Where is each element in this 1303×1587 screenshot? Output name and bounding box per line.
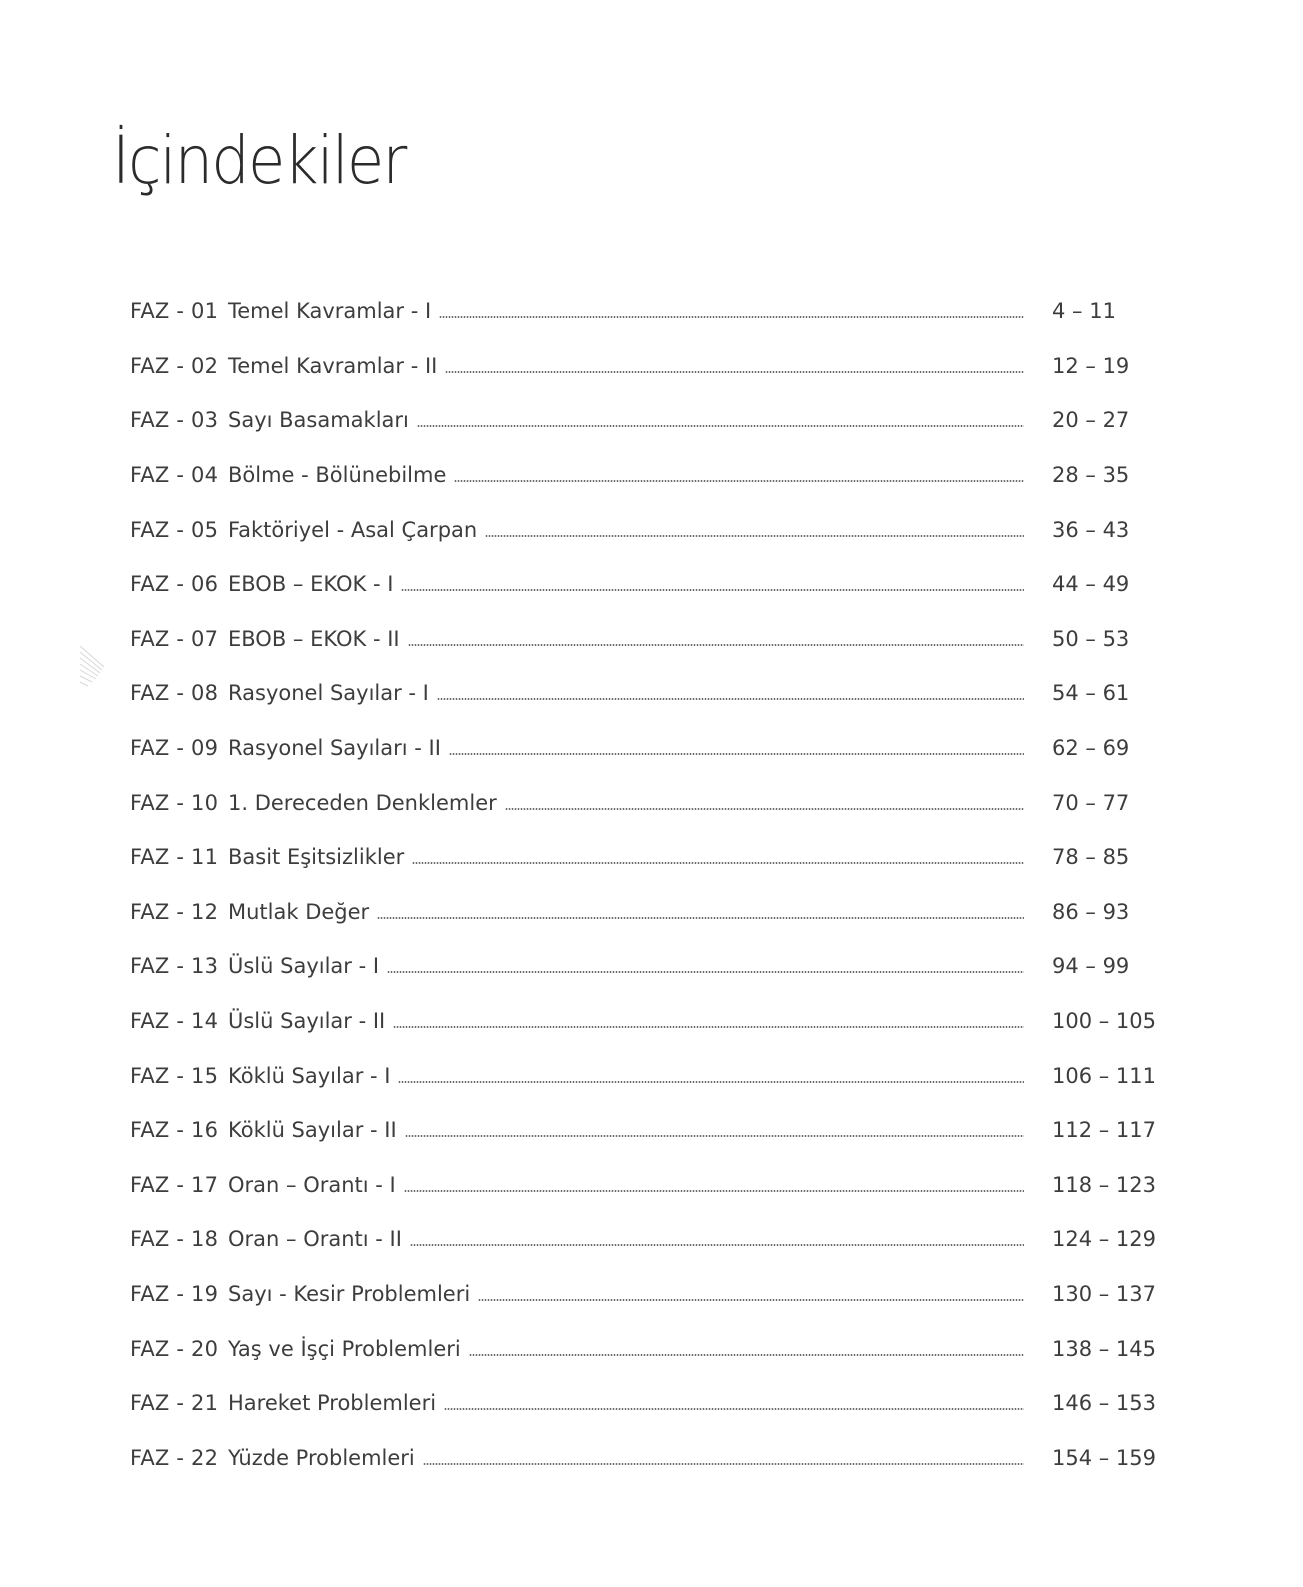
toc-entry-pages: 146 – 153 xyxy=(1052,1391,1157,1416)
toc-entry-title: Köklü Sayılar - II xyxy=(228,1118,397,1143)
dot-leader xyxy=(469,1354,1024,1356)
toc-entry-code: FAZ - 11 xyxy=(130,845,219,870)
toc-entry xyxy=(130,994,1180,1049)
toc-entry xyxy=(130,612,1180,667)
toc-entry xyxy=(130,1321,1180,1376)
toc-entry xyxy=(130,1048,1180,1103)
toc-entry-pages: 36 – 43 xyxy=(1052,517,1130,542)
dot-leader xyxy=(478,1299,1024,1301)
decorative-mark-icon xyxy=(78,644,106,690)
toc-entry-code: FAZ - 08 xyxy=(130,681,219,706)
toc-entry-pages: 154 – 159 xyxy=(1052,1445,1157,1470)
dot-leader xyxy=(398,1081,1024,1083)
dot-leader xyxy=(439,316,1024,318)
toc-entry xyxy=(130,775,1180,830)
toc-entry-title: Sayı - Kesir Problemleri xyxy=(228,1281,471,1306)
dot-leader xyxy=(445,371,1024,373)
dot-leader xyxy=(449,753,1024,755)
toc-entry-pages: 130 – 137 xyxy=(1052,1281,1157,1306)
toc-entry xyxy=(130,830,1180,885)
dot-leader xyxy=(408,644,1024,646)
toc-entry xyxy=(130,1103,1180,1158)
toc-entry-title: Sayı Basamakları xyxy=(228,408,409,433)
page-title: İçindekiler xyxy=(112,122,406,199)
toc-entry xyxy=(130,721,1180,776)
toc-entry-code: FAZ - 06 xyxy=(130,572,219,597)
toc-entry-title: Rasyonel Sayıları - II xyxy=(228,736,441,761)
toc-entry-title: Yüzde Problemleri xyxy=(228,1445,415,1470)
dot-leader xyxy=(485,535,1024,537)
toc-entry-code: FAZ - 02 xyxy=(130,353,219,378)
toc-entry-title: Basit Eşitsizlikler xyxy=(228,845,405,870)
toc-entry-title: Mutlak Değer xyxy=(228,899,370,924)
toc-entry-pages: 86 – 93 xyxy=(1052,899,1130,924)
toc-entry-pages: 124 – 129 xyxy=(1052,1227,1157,1252)
table-of-contents xyxy=(130,284,1180,1485)
toc-entry xyxy=(130,939,1180,994)
dot-leader xyxy=(377,917,1024,919)
toc-entry-code: FAZ - 03 xyxy=(130,408,219,433)
toc-entry-code: FAZ - 09 xyxy=(130,736,219,761)
toc-entry-pages: 112 – 117 xyxy=(1052,1118,1157,1143)
toc-entry-pages: 118 – 123 xyxy=(1052,1172,1157,1197)
toc-entry xyxy=(130,448,1180,503)
toc-entry-title: Temel Kavramlar - I xyxy=(228,299,432,324)
toc-entry-pages: 94 – 99 xyxy=(1052,954,1130,979)
toc-entry-pages: 44 – 49 xyxy=(1052,572,1130,597)
toc-entry-code: FAZ - 12 xyxy=(130,899,219,924)
toc-entry-pages: 4 – 11 xyxy=(1052,299,1116,324)
dot-leader xyxy=(417,425,1024,427)
dot-leader xyxy=(444,1408,1024,1410)
toc-entry-title: Üslü Sayılar - I xyxy=(228,954,380,979)
toc-entry-pages: 70 – 77 xyxy=(1052,790,1130,815)
toc-entry-pages: 78 – 85 xyxy=(1052,845,1130,870)
toc-entry-pages: 138 – 145 xyxy=(1052,1336,1157,1361)
toc-entry-title: Oran – Orantı - I xyxy=(228,1172,396,1197)
toc-entry xyxy=(130,1212,1180,1267)
toc-entry-title: Temel Kavramlar - II xyxy=(228,353,438,378)
toc-entry xyxy=(130,1158,1180,1213)
toc-entry-pages: 54 – 61 xyxy=(1052,681,1130,706)
toc-entry-code: FAZ - 16 xyxy=(130,1118,219,1143)
toc-entry-code: FAZ - 10 xyxy=(130,790,219,815)
toc-entry-code: FAZ - 20 xyxy=(130,1336,219,1361)
toc-entry xyxy=(130,1267,1180,1322)
toc-entry-title: Bölme - Bölünebilme xyxy=(228,463,447,488)
toc-entry xyxy=(130,885,1180,940)
dot-leader xyxy=(404,1190,1024,1192)
toc-entry-title: Üslü Sayılar - II xyxy=(228,1009,386,1034)
toc-entry-pages: 28 – 35 xyxy=(1052,463,1130,488)
toc-entry-code: FAZ - 22 xyxy=(130,1445,219,1470)
toc-entry xyxy=(130,1430,1180,1485)
toc-entry xyxy=(130,284,1180,339)
toc-entry-title: 1. Dereceden Denklemler xyxy=(228,790,497,815)
dot-leader xyxy=(410,1244,1024,1246)
toc-entry-code: FAZ - 05 xyxy=(130,517,219,542)
toc-entry-code: FAZ - 13 xyxy=(130,954,219,979)
dot-leader xyxy=(505,808,1024,810)
toc-entry-pages: 20 – 27 xyxy=(1052,408,1130,433)
toc-entry-pages: 12 – 19 xyxy=(1052,353,1130,378)
dot-leader xyxy=(437,698,1024,700)
toc-entry-pages: 106 – 111 xyxy=(1052,1063,1157,1088)
toc-entry-title: EBOB – EKOK - I xyxy=(228,572,394,597)
toc-entry-pages: 50 – 53 xyxy=(1052,626,1130,651)
toc-entry-code: FAZ - 19 xyxy=(130,1281,219,1306)
dot-leader xyxy=(454,480,1024,482)
toc-entry xyxy=(130,339,1180,394)
toc-entry-title: Yaş ve İşçi Problemleri xyxy=(228,1336,461,1361)
toc-entry-code: FAZ - 01 xyxy=(130,299,219,324)
toc-entry-title: EBOB – EKOK - II xyxy=(228,626,400,651)
toc-entry-code: FAZ - 17 xyxy=(130,1172,219,1197)
toc-entry-code: FAZ - 21 xyxy=(130,1391,219,1416)
dot-leader xyxy=(423,1463,1024,1465)
toc-entry-pages: 100 – 105 xyxy=(1052,1009,1157,1034)
toc-entry xyxy=(130,393,1180,448)
toc-entry-title: Hareket Problemleri xyxy=(228,1391,437,1416)
toc-entry-code: FAZ - 15 xyxy=(130,1063,219,1088)
toc-entry xyxy=(130,666,1180,721)
toc-entry xyxy=(130,557,1180,612)
toc-entry-title: Köklü Sayılar - I xyxy=(228,1063,391,1088)
toc-entry-code: FAZ - 07 xyxy=(130,626,219,651)
toc-entry-code: FAZ - 14 xyxy=(130,1009,219,1034)
dot-leader xyxy=(412,862,1024,864)
dot-leader xyxy=(401,589,1024,591)
toc-entry-title: Oran – Orantı - II xyxy=(228,1227,402,1252)
toc-entry xyxy=(130,502,1180,557)
toc-entry-title: Faktöriyel - Asal Çarpan xyxy=(228,517,478,542)
dot-leader xyxy=(393,1026,1024,1028)
toc-entry-title: Rasyonel Sayılar - I xyxy=(228,681,429,706)
dot-leader xyxy=(405,1135,1024,1137)
toc-entry xyxy=(130,1376,1180,1431)
toc-entry-code: FAZ - 04 xyxy=(130,463,219,488)
toc-entry-pages: 62 – 69 xyxy=(1052,736,1130,761)
toc-entry-code: FAZ - 18 xyxy=(130,1227,219,1252)
dot-leader xyxy=(387,971,1024,973)
